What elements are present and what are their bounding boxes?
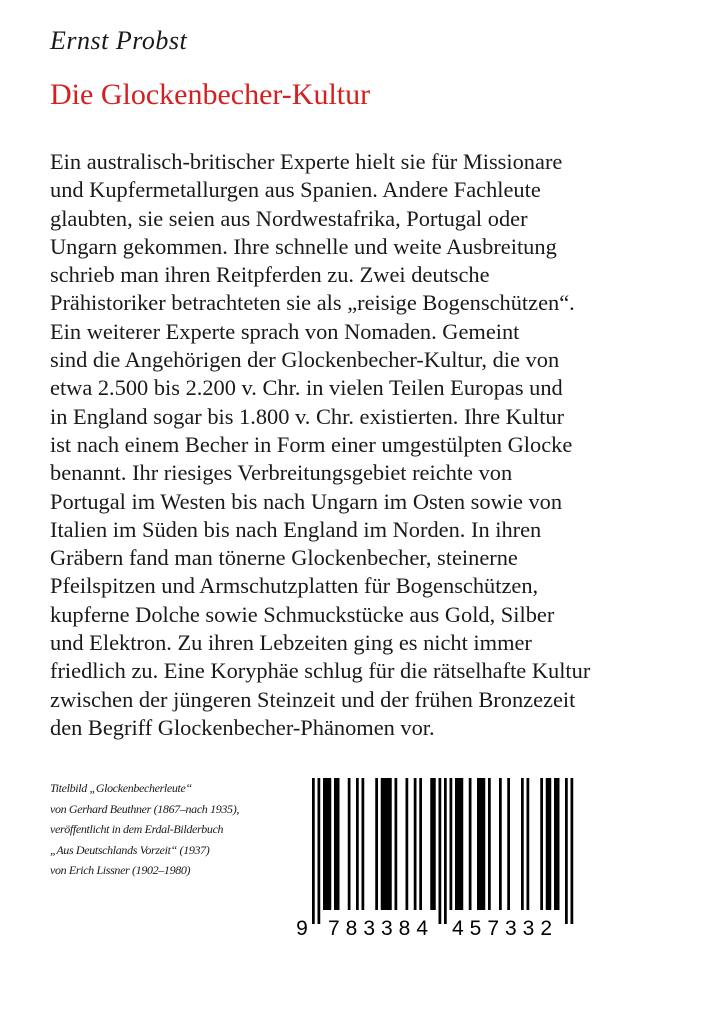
- blurb-line: ist nach einem Becher in Form einer umgestülpten Glocke: [50, 431, 573, 457]
- barcode-guard-bar: [565, 778, 568, 924]
- barcode-bar: [395, 778, 398, 910]
- blurb-line: den Begriff Glockenbecher-Phänomen vor.: [50, 714, 435, 740]
- barcode-bar: [348, 778, 351, 910]
- barcode-bar: [323, 778, 331, 910]
- credit-line: veröffentlicht in dem Erdal-Bilderbuch: [50, 822, 224, 836]
- blurb-line: Ein weiterer Experte sprach von Nomaden. Gemeint: [50, 318, 520, 344]
- barcode-graphic: [282, 778, 582, 938]
- blurb-line: Ein australisch-britischer Experte hielt sie für Missionare: [50, 149, 563, 174]
- barcode-bar: [554, 778, 560, 910]
- credit-line: Titelbild „Glockenbecherleute“: [50, 781, 192, 795]
- blurb-line: etwa 2.500 bis 2.200 v. Chr. in vielen Teilen Europas und: [50, 375, 563, 401]
- book-title: Die Glockenbecher-Kultur: [50, 78, 371, 111]
- barcode-guard-bar: [571, 778, 574, 924]
- barcode-bars: [312, 778, 573, 924]
- barcode-bar: [334, 778, 340, 910]
- blurb-line: glaubten, sie seien aus Nordwestafrika, Portugal oder: [50, 205, 528, 231]
- blurb-line: Prähistoriker betrachteten sie als „reisige Bogenschützen“.: [50, 290, 575, 316]
- barcode-bar: [362, 778, 365, 910]
- barcode-bar: [469, 778, 472, 910]
- barcode-bar: [419, 778, 422, 910]
- blurb-text: [50, 148, 690, 742]
- barcode-bar: [488, 778, 491, 910]
- blurb-line: Pfeilspitzen und Armschutzplatten für Bogenschützen,: [50, 573, 539, 599]
- blurb-line: Gräbern fand man tönerne Glockenbecher, steinerne: [50, 545, 518, 571]
- barcode-bar: [546, 778, 552, 910]
- credit-line: von Erich Lissner (1902–1980): [50, 863, 191, 877]
- barcode-right-digits: 457332: [452, 917, 552, 938]
- barcode-guard-bar: [439, 778, 442, 924]
- blurb-line: schrieb man ihren Reitpferden zu. Zwei deutsche: [50, 262, 490, 288]
- barcode-guard-bar: [444, 778, 447, 924]
- blurb-line: Portugal im Westen bis nach Ungarn im Osten sowie von: [50, 488, 563, 514]
- blurb-line: zwischen der jüngeren Steinzeit und der frühen Bronzezeit: [50, 686, 576, 712]
- barcode-lead-digit: 9: [296, 917, 308, 938]
- barcode-bar: [477, 778, 485, 910]
- barcode-guard-bar: [318, 778, 321, 924]
- barcode-bar: [521, 778, 524, 910]
- blurb-line: und Elektron. Zu ihren Lebzeiten ging es nicht immer: [50, 630, 532, 656]
- blurb-line: sind die Angehörigen der Glockenbecher-Kultur, die von: [50, 347, 560, 373]
- barcode-bar: [527, 778, 530, 910]
- barcode-guard-bar: [312, 778, 315, 924]
- barcode-bar: [499, 778, 502, 910]
- blurb-line: und Kupfermetallurgen aus Spanien. Andere Fachleute: [50, 177, 541, 203]
- barcode-bar: [356, 778, 359, 910]
- cover-image-credit: [50, 778, 290, 881]
- barcode-bar: [375, 778, 378, 910]
- barcode-left-digits: 783384: [328, 917, 428, 938]
- barcode-bar: [507, 778, 510, 910]
- barcode-bar: [540, 778, 543, 910]
- barcode-bar: [430, 778, 436, 910]
- isbn-barcode: [282, 778, 582, 938]
- barcode-bar: [414, 778, 417, 910]
- blurb-line: kupferne Dolche sowie Schmuckstücke aus Gold, Silber: [50, 601, 555, 627]
- blurb-line: friedlich zu. Eine Koryphäe schlug für die rätselhafte Kultur: [50, 658, 591, 684]
- barcode-bar: [406, 778, 409, 910]
- barcode-bar: [450, 778, 453, 910]
- blurb-line: benannt. Ihr riesiges Verbreitungsgebiet reichte von: [50, 460, 513, 486]
- barcode-bar: [455, 778, 463, 910]
- blurb-line: Ungarn gekommen. Ihre schnelle und weite Ausbreitung: [50, 233, 557, 259]
- credit-line: von Gerhard Beuthner (1867–nach 1935),: [50, 801, 240, 816]
- author-name: Ernst Probst: [50, 26, 188, 55]
- blurb-line: in England sogar bis 1.800 v. Chr. existierten. Ihre Kultur: [50, 403, 565, 429]
- blurb-line: Italien im Süden bis nach England im Norden. In ihren: [50, 516, 542, 542]
- barcode-bar: [381, 778, 392, 910]
- credit-line: „Aus Deutschlands Vorzeit“ (1937): [50, 842, 210, 857]
